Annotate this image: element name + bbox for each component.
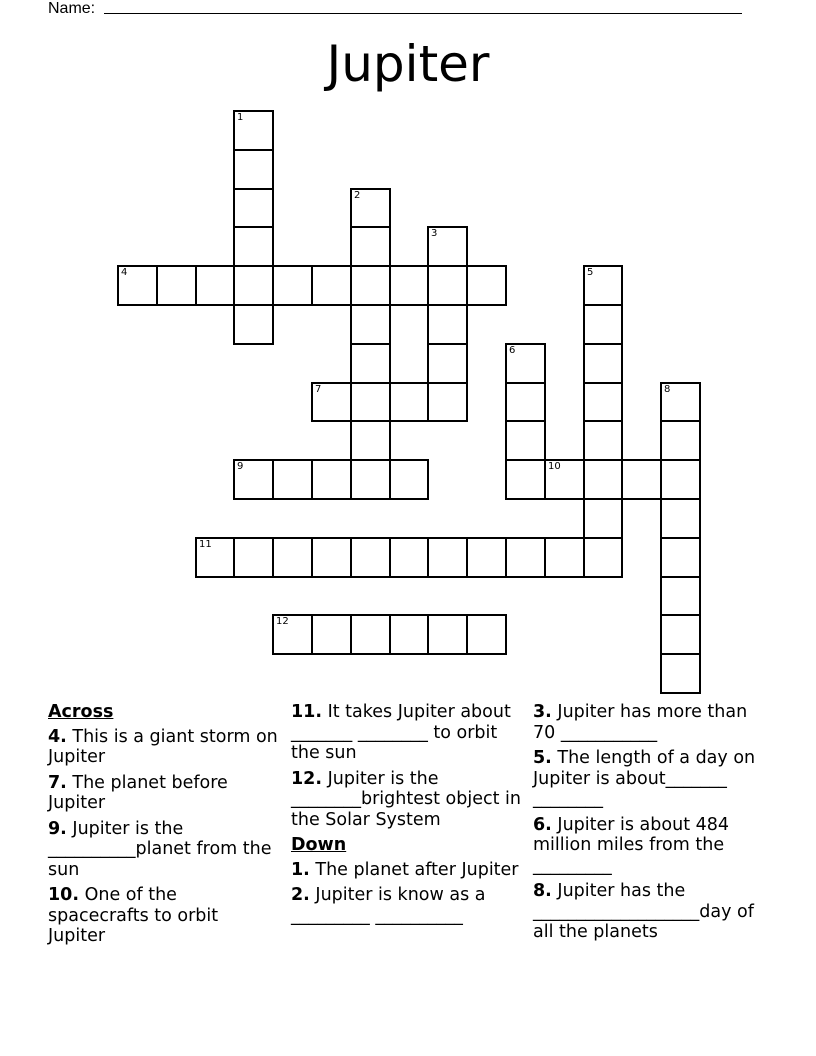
grid-cell[interactable] <box>389 265 429 306</box>
clue-across-11 <box>291 702 523 764</box>
grid-cell[interactable] <box>583 382 623 422</box>
clue-number-label: 4 <box>121 267 128 278</box>
clue-text: Jupiter has the ___________________day of all the planets <box>533 881 754 942</box>
clue-text: It takes Jupiter about _______ ________ to orbit the sun <box>291 702 511 763</box>
clue-number: 8. <box>533 881 552 901</box>
grid-cell[interactable] <box>233 265 274 306</box>
clue-number-label: 11 <box>199 539 212 550</box>
clue-across-7 <box>48 773 280 814</box>
grid-cell[interactable] <box>389 382 429 422</box>
clue-number-label: 7 <box>315 384 322 395</box>
grid-cell[interactable] <box>505 420 546 461</box>
grid-cell[interactable] <box>350 537 391 578</box>
clue-text: Jupiter has more than 70 ___________ <box>533 702 748 743</box>
clue-number-label: 1 <box>237 112 244 123</box>
clue-number: 10. <box>48 885 80 905</box>
clue-down-8 <box>533 881 773 943</box>
grid-cell[interactable] <box>389 614 429 655</box>
clue-text: Jupiter is about 484 million miles from the _________ <box>533 814 730 876</box>
grid-cell[interactable] <box>389 459 429 500</box>
grid-cell[interactable] <box>427 265 468 306</box>
grid-cell[interactable] <box>156 265 197 306</box>
grid-cell[interactable] <box>544 537 585 578</box>
clue-text: One of the spacecrafts to orbit Jupiter <box>48 885 219 946</box>
grid-cell[interactable] <box>660 537 701 578</box>
grid-cell[interactable] <box>350 459 391 500</box>
grid-cell[interactable] <box>466 614 507 655</box>
grid-cell[interactable] <box>311 265 352 306</box>
clue-down-1 <box>291 860 523 881</box>
grid-cell[interactable] <box>427 614 468 655</box>
grid-cell[interactable] <box>311 459 352 500</box>
name-blank-line[interactable] <box>104 0 742 14</box>
grid-cell[interactable] <box>660 576 701 616</box>
clue-number-label: 5 <box>587 267 594 278</box>
grid-cell[interactable] <box>233 459 274 500</box>
clue-number-label: 9 <box>237 461 244 472</box>
clue-number-label: 8 <box>664 384 671 395</box>
clue-text: The planet after Jupiter <box>315 859 519 880</box>
clue-text: The planet before Jupiter <box>48 772 228 813</box>
grid-cell[interactable] <box>583 459 623 500</box>
clues-column-2 <box>291 702 523 931</box>
grid-cell[interactable] <box>427 537 468 578</box>
grid-cell[interactable] <box>272 459 313 500</box>
down-heading: Down <box>291 835 347 855</box>
name-field <box>48 0 748 18</box>
page-title: Jupiter <box>326 35 490 93</box>
grid-cell[interactable] <box>233 149 274 190</box>
grid-cell[interactable] <box>389 537 429 578</box>
grid-cell[interactable] <box>195 265 235 306</box>
grid-cell[interactable] <box>350 420 391 461</box>
grid-cell[interactable] <box>505 459 546 500</box>
clue-down-6 <box>533 815 773 877</box>
clue-number: 2. <box>291 885 310 905</box>
grid-cell[interactable] <box>195 537 235 578</box>
grid-cell[interactable] <box>505 382 546 422</box>
grid-cell[interactable] <box>350 188 391 228</box>
clue-text: Jupiter is the __________planet from the sun <box>48 818 272 880</box>
clue-number-label: 2 <box>354 190 361 201</box>
clue-number: 1. <box>291 859 310 880</box>
clue-number-label: 3 <box>431 228 438 239</box>
grid-cell[interactable] <box>583 265 623 306</box>
grid-cell[interactable] <box>660 382 701 422</box>
clue-number: 6. <box>533 814 552 835</box>
clue-text: Jupiter is know as a _________ __________ <box>291 885 486 926</box>
grid-cell[interactable] <box>427 343 468 384</box>
grid-cell[interactable] <box>350 304 391 345</box>
clue-number: 9. <box>48 818 67 839</box>
grid-cell[interactable] <box>660 653 701 694</box>
clue-number-label: 12 <box>276 616 289 627</box>
grid-cell[interactable] <box>621 459 662 500</box>
grid-cell[interactable] <box>311 382 352 422</box>
grid-cell[interactable] <box>427 304 468 345</box>
clue-text: Jupiter is the ________brightest object in the Solar System <box>291 768 521 830</box>
grid-cell[interactable] <box>350 382 391 422</box>
grid-cell[interactable] <box>233 110 274 151</box>
grid-cell[interactable] <box>583 537 623 578</box>
clue-down-3 <box>533 702 773 743</box>
clue-number: 4. <box>48 726 67 747</box>
grid-cell[interactable] <box>466 265 507 306</box>
clue-across-4 <box>48 727 280 768</box>
clue-number-label: 6 <box>509 345 516 356</box>
clue-text: This is a giant storm on Jupiter <box>48 726 278 767</box>
grid-cell[interactable] <box>466 537 507 578</box>
clue-across-10 <box>48 885 280 947</box>
grid-cell[interactable] <box>583 498 623 539</box>
grid-cell[interactable] <box>233 537 274 578</box>
clue-number: 11. <box>291 702 323 722</box>
grid-cell[interactable] <box>505 537 546 578</box>
grid-cell[interactable] <box>583 343 623 384</box>
clue-across-9 <box>48 819 280 881</box>
grid-cell[interactable] <box>350 226 391 267</box>
grid-cell[interactable] <box>660 459 701 500</box>
grid-cell[interactable] <box>427 226 468 267</box>
grid-cell[interactable] <box>583 304 623 345</box>
clue-number: 3. <box>533 702 552 722</box>
grid-cell[interactable] <box>350 614 391 655</box>
name-label: Name: <box>48 0 100 17</box>
clues-column-3 <box>533 702 773 948</box>
clue-text: The length of a day on Jupiter is about_______ ________ <box>533 748 756 809</box>
clue-down-2 <box>291 885 523 926</box>
grid-cell[interactable] <box>272 265 313 306</box>
clue-number: 5. <box>533 748 552 768</box>
grid-cell[interactable] <box>311 614 352 655</box>
grid-cell[interactable] <box>272 537 313 578</box>
grid-cell[interactable] <box>117 265 158 306</box>
grid-cell[interactable] <box>505 343 546 384</box>
clues-column-1 <box>48 702 280 952</box>
grid-cell[interactable] <box>660 498 701 539</box>
grid-cell[interactable] <box>660 614 701 655</box>
grid-cell[interactable] <box>233 304 274 345</box>
grid-cell[interactable] <box>233 188 274 228</box>
grid-cell[interactable] <box>350 343 391 384</box>
grid-cell[interactable] <box>272 614 313 655</box>
clue-number: 7. <box>48 772 67 793</box>
clue-number-label: 10 <box>548 461 561 472</box>
clue-number: 12. <box>291 768 323 789</box>
grid-cell[interactable] <box>350 265 391 306</box>
grid-cell[interactable] <box>544 459 585 500</box>
across-heading: Across <box>48 702 114 722</box>
grid-cell[interactable] <box>583 420 623 461</box>
clue-down-5 <box>533 748 773 810</box>
grid-cell[interactable] <box>311 537 352 578</box>
grid-cell[interactable] <box>233 226 274 267</box>
grid-cell[interactable] <box>427 382 468 422</box>
clue-across-12 <box>291 769 523 831</box>
grid-cell[interactable] <box>660 420 701 461</box>
